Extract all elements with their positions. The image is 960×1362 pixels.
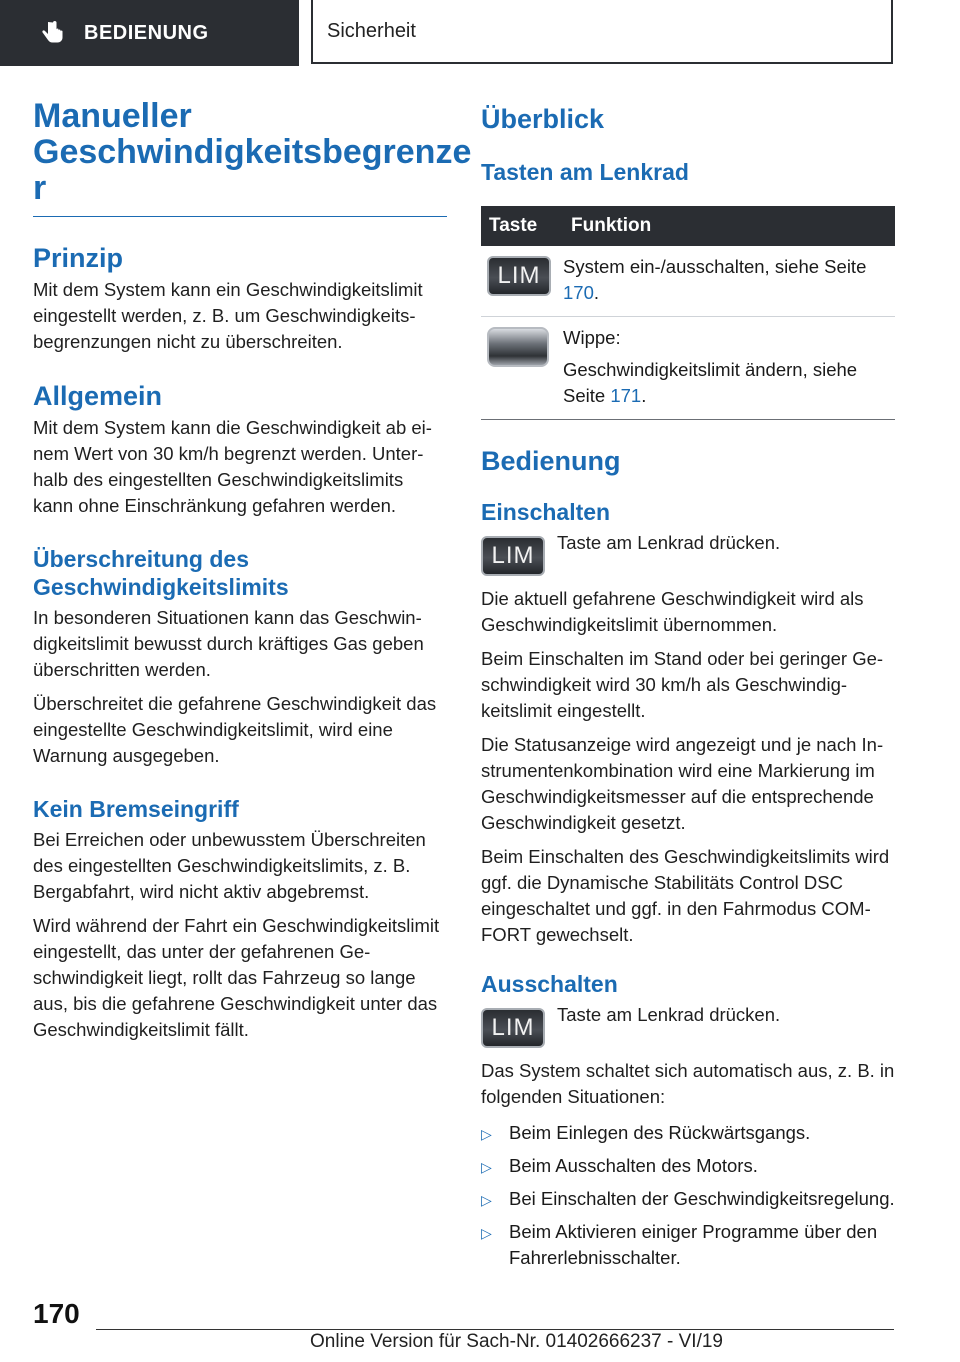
page-title: Manueller Geschwindigkeitsbegrenze r: [33, 98, 447, 217]
section-header: [311, 0, 893, 64]
bremseingriff-text-1: Bei Erreichen oder unbewusstem Überschreiten des eingestellten Geschwindigkeitslimits, z. B. Bergabfahrt, wird nicht aktiv abgebremst.: [33, 829, 426, 902]
list-item: [481, 1186, 895, 1213]
left-column: [33, 97, 472, 1043]
prinzip-text: Mit dem System kann ein Geschwindigkeitslimit eingestellt werden, z. B. um Geschwindigkeitsbegrenzungen nicht zu überschreiten.: [33, 279, 423, 352]
list-item: [481, 1219, 895, 1271]
row2-text: Geschwindigkeitslimit ändern, siehe Seite: [563, 359, 858, 406]
list-item: [481, 1153, 895, 1180]
ausschalten-action: Taste am Lenkrad drücken.: [557, 1004, 781, 1025]
einschalten-step: [481, 530, 895, 576]
einschalten-text-1: Die aktuell gefahrene Geschwindigkeit wird als Geschwindigkeitslimit übernommen.: [481, 588, 864, 635]
einschalten-text-4: Beim Einschalten des Geschwindigkeitslimits wird ggf. die Dynamische Stabilitäts Control DSC eingeschaltet und ggf. in den Fahrmodus COMFORT gewechselt.: [481, 846, 890, 945]
ausschalten-heading: Ausschalten: [481, 971, 618, 997]
row1-text: System ein-/ausschalten, siehe Seite: [563, 256, 867, 277]
key-table: [481, 206, 895, 420]
ausschalten-text-1: Das System schaltet sich automatisch aus, z. B. in folgenden Situationen:: [481, 1060, 895, 1107]
prinzip-heading: Prinzip: [33, 243, 124, 273]
chapter-tab[interactable]: [0, 0, 299, 66]
page-link-170[interactable]: 170: [563, 282, 594, 303]
ueberblick-heading: Überblick: [481, 104, 605, 134]
section-label: Sicherheit: [327, 19, 416, 42]
col-header-funktion: Funktion: [563, 206, 895, 246]
page-link-171[interactable]: 171: [610, 385, 642, 406]
row2-suffix: .: [641, 385, 647, 406]
list-item-text: Bei Einschalten der Geschwindigkeitsregelung.: [509, 1188, 895, 1209]
list-item-text: Beim Ausschalten des Motors.: [509, 1155, 758, 1176]
row1-suffix: .: [593, 282, 600, 303]
list-item-text: Beim Aktivieren einiger Programme über den Fahrerlebnisschalter.: [509, 1221, 878, 1268]
triangle-right-icon: ▷: [481, 1225, 492, 1241]
chapter-label: BEDIENUNG: [84, 21, 209, 44]
footer-online-version: Online Version für Sach-Nr. 01402666237 - VI/19: [310, 1331, 723, 1352]
triangle-right-icon: ▷: [481, 1159, 492, 1175]
rocker-switch-icon: [487, 327, 549, 367]
einschalten-heading: Einschalten: [481, 499, 611, 525]
hand-pointer-icon: [38, 19, 66, 47]
ueberschreitung-text-1: In besonderen Situationen kann das Geschwindigkeitslimit bewusst durch kräftiges Gas geben überschritten werden.: [33, 607, 424, 680]
allgemein-text: Mit dem System kann die Geschwindigkeit ab einem Wert von 30 km/h begrenzt werden. Unterhalb des eingestellten Geschwindigkeitslimits kann ohne Einschränkung gefahren werden.: [33, 417, 432, 516]
bremseingriff-text-2: Wird während der Fahrt ein Geschwindigkeitslimit eingestellt, das unter der gefahrenen Geschwindigkeit liegt, rollt das Fahrzeug so lange aus, bis die gefahrene Geschwindigkeit unter das Geschwindigkeitslimit fällt.: [33, 915, 440, 1040]
allgemein-heading: Allgemein: [33, 381, 163, 411]
triangle-right-icon: ▷: [481, 1126, 492, 1142]
col-header-taste: Taste: [481, 206, 563, 246]
row2-line1: Wippe:: [563, 327, 621, 348]
page-number: 170: [33, 1298, 80, 1329]
einschalten-text-2: Beim Einschalten im Stand oder bei geringer Geschwindigkeit wird 30 km/h als Geschwindigkeitslimit eingestellt.: [481, 648, 884, 721]
ausschalten-step: [481, 1002, 895, 1048]
footer-divider: [96, 1329, 894, 1330]
ueberschreitung-heading: Überschreitung des Geschwindigkeitslimits: [33, 546, 289, 600]
lim-button-icon: LIM: [481, 536, 545, 576]
einschalten-action: Taste am Lenkrad drücken.: [557, 532, 781, 553]
triangle-right-icon: ▷: [481, 1192, 492, 1208]
table-row: [481, 246, 895, 317]
situations-list: [481, 1120, 895, 1271]
list-item: [481, 1120, 895, 1147]
list-item-text: Beim Einlegen des Rückwärtsgangs.: [509, 1122, 811, 1143]
table-row: [481, 317, 895, 420]
lim-button-icon: LIM: [487, 256, 551, 296]
tasten-heading: Tasten am Lenkrad: [481, 159, 689, 185]
bedienung-heading: Bedienung: [481, 446, 621, 476]
right-column: [481, 104, 895, 1277]
bremseingriff-heading: Kein Bremseingriff: [33, 796, 239, 822]
lim-button-icon: LIM: [481, 1008, 545, 1048]
ueberschreitung-text-2: Überschreitet die gefahrene Geschwindigkeit das eingestellte Geschwindigkeitslimit, wird eine Warnung ausgegeben.: [33, 693, 437, 766]
einschalten-text-3: Die Statusanzeige wird angezeigt und je nach Instrumentenkombination wird eine Markierung im Geschwindigkeitsmesser auf die entsprechende Geschwindigkeit gesetzt.: [481, 734, 884, 833]
